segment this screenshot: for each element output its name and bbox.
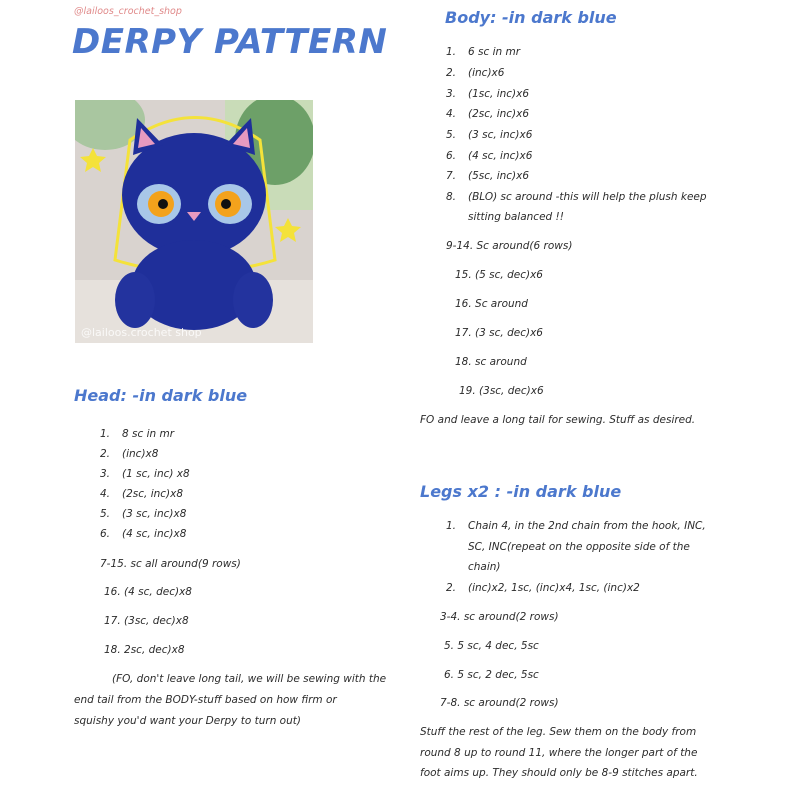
toy-illustration	[75, 100, 313, 343]
head-heading: Head: -in dark blue	[74, 386, 248, 405]
legs-note-line: foot aims up. They should only be 8-9 stitches apart.	[420, 767, 698, 779]
round-line: 7-8. sc around(2 rows)	[440, 697, 559, 709]
shop-handle: @lailoos_crochet_shop	[74, 6, 182, 17]
item-text: (inc)x6	[468, 67, 505, 79]
list-item	[100, 508, 186, 520]
list-item	[446, 129, 532, 141]
item-text: 6 sc in mr	[468, 46, 521, 58]
item-text: (4 sc, inc)x6	[468, 150, 533, 162]
body-heading: Body: -in dark blue	[445, 8, 617, 27]
item-text: (1 sc, inc) x8	[122, 468, 190, 480]
page-title: DERPY PATTERN	[72, 22, 388, 62]
item-number: 5.	[446, 129, 457, 141]
round-line: 16. (4 sc, dec)x8	[104, 586, 192, 598]
round-line: 9-14. Sc around(6 rows)	[446, 240, 573, 252]
list-item-continuation: SC, INC(repeat on the opposite side of the	[468, 541, 690, 553]
item-number: 4.	[446, 108, 457, 120]
legs-note-line: Stuff the rest of the leg. Sew them on the body from	[420, 726, 697, 738]
head-note-line: (FO, don't leave long tail, we will be sewing with the	[112, 673, 387, 685]
item-text: (BLO) sc around -this will help the plush keep	[468, 191, 707, 203]
list-item	[100, 528, 186, 540]
list-item	[446, 46, 520, 58]
round-line: 3-4. sc around(2 rows)	[440, 611, 559, 623]
list-item	[100, 488, 183, 500]
round-line: 6. 5 sc, 2 dec, 5sc	[444, 669, 539, 681]
item-number: 1.	[100, 428, 111, 440]
item-text: (4 sc, inc)x8	[122, 528, 187, 540]
round-line: 15. (5 sc, dec)x6	[455, 269, 543, 281]
item-number: 7.	[446, 170, 457, 182]
item-number: 5.	[100, 508, 111, 520]
list-item	[446, 108, 529, 120]
round-line: 7-15. sc all around(9 rows)	[100, 558, 241, 570]
item-number: 3.	[446, 88, 457, 100]
item-text: Chain 4, in the 2nd chain from the hook, INC,	[468, 520, 706, 532]
round-line: 5. 5 sc, 4 dec, 5sc	[444, 640, 539, 652]
item-number: 6.	[100, 528, 111, 540]
item-text: (inc)x8	[122, 448, 159, 460]
head-note-line: end tail from the BODY-stuff based on how firm or	[74, 694, 337, 706]
item-number: 3.	[100, 468, 111, 480]
head-note-line: squishy you'd want your Derpy to turn out)	[74, 715, 301, 727]
list-item	[446, 191, 707, 203]
item-number: 1.	[446, 46, 457, 58]
round-line: 19. (3sc, dec)x6	[459, 385, 544, 397]
round-line: 18. sc around	[455, 356, 527, 368]
list-item	[446, 520, 706, 532]
item-number: 2.	[446, 67, 457, 79]
item-text: (2sc, inc)x8	[122, 488, 184, 500]
list-item	[446, 582, 640, 594]
list-item-continuation: chain)	[468, 561, 501, 573]
item-text: (5sc, inc)x6	[468, 170, 530, 182]
list-item	[446, 170, 529, 182]
list-item	[100, 428, 174, 440]
item-number: 2.	[446, 582, 457, 594]
item-number: 4.	[100, 488, 111, 500]
round-line: 16. Sc around	[455, 298, 528, 310]
item-text: (1sc, inc)x6	[468, 88, 530, 100]
toy-photo	[75, 100, 313, 343]
legs-heading: Legs x2 : -in dark blue	[420, 482, 622, 501]
legs-note-line: round 8 up to round 11, where the longer part of the	[420, 747, 698, 759]
item-text: (2sc, inc)x6	[468, 108, 530, 120]
round-line: 17. (3sc, dec)x8	[104, 615, 189, 627]
list-item	[100, 468, 190, 480]
item-number: 2.	[100, 448, 111, 460]
round-line: 18. 2sc, dec)x8	[104, 644, 185, 656]
list-item-continuation: sitting balanced !!	[468, 211, 564, 223]
item-text: (3 sc, inc)x6	[468, 129, 533, 141]
list-item	[446, 67, 504, 79]
item-number: 1.	[446, 520, 457, 532]
list-item	[100, 448, 158, 460]
list-item	[446, 150, 532, 162]
item-number: 8.	[446, 191, 457, 203]
item-number: 6.	[446, 150, 457, 162]
list-item	[446, 88, 529, 100]
body-note: FO and leave a long tail for sewing. Stuff as desired.	[420, 414, 696, 426]
photo-watermark: @lailoos.crochet shop	[81, 326, 202, 339]
round-line: 17. (3 sc, dec)x6	[455, 327, 543, 339]
item-text: (inc)x2, 1sc, (inc)x4, 1sc, (inc)x2	[468, 582, 640, 594]
item-text: (3 sc, inc)x8	[122, 508, 187, 520]
item-text: 8 sc in mr	[122, 428, 175, 440]
